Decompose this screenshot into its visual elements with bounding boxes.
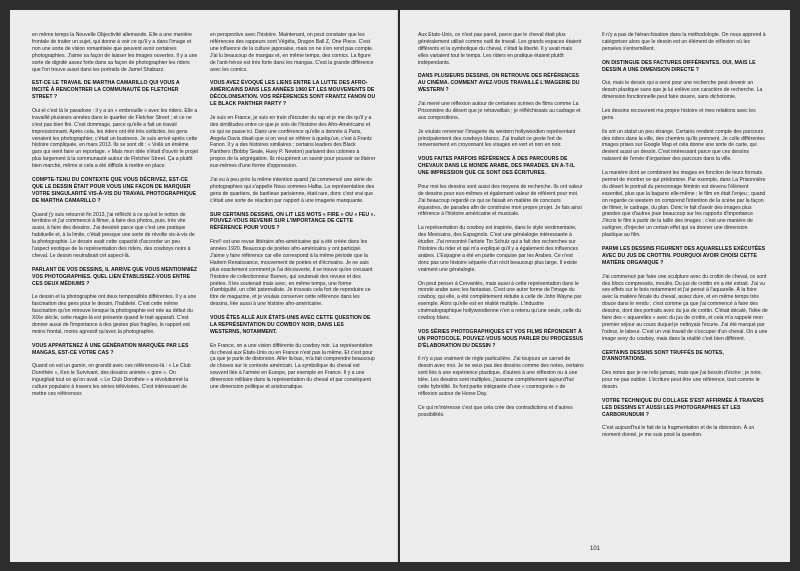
question-heading: VOS SÉRIES PHOTOGRAPHIQUES ET VOS FILMS RÉPONDENT À UN PROTOCOLE. POUVEZ-VOUS NOUS PARLER DU PROCESSUS D'ÉLABORATION DU DESSIN ? <box>418 328 584 349</box>
text-column-2 <box>210 32 376 552</box>
text-column-3 <box>418 32 584 552</box>
body-paragraph: Aux États-Unis, ce n'est pas pareil, parce que le cheval était plus généralement utilisé comme outil de travail. Les grands espaces étaient différents et la symbolique du cheval, c'était la liberté. Il y avait mais elles variaient tout le temps. Les riders en pratique étaient plutôt indépendants. <box>418 32 582 66</box>
body-paragraph: J'ai eu à peu près la même intention quand j'ai commencé une série de photographies qui s'appelle Nous sommes Halba. La représentation des gens de quartiers, de banlieue parisienne, était rare, donc c'est vrai que c'était une sorte de réaction par rapport à une imagerie manquante. <box>210 176 375 204</box>
left-page <box>10 10 398 562</box>
question-heading: PARLANT DE VOS DESSINS, IL ARRIVE QUE VOUS MENTIONNIEZ VOS PHOTOGRAPHIES. QUEL LIEN ÉTABLISSEZ-VOUS ENTRE CES DEUX MÉDIUMS ? <box>32 266 198 287</box>
body-paragraph: Je suis en France, je suis en train d'écouter du rap et je me dis qu'il y a des similitudes entre ce que je vois de l'histoire des Afro-Américains et ce qui se passe ici. Dans une conférence qu'elle a donnée à Paris, Angela Davis disait que si on veut se référer à quelqu'un, c'est à Frantz Fanon. Il y a des histoires similaires ; certains leaders des Black Panthers (Bobby Seale, Huey P. Newton) parlaient des colonies à propos de la ségrégation. Ils récupèrent un savoir pour pouvoir se libérer eux-mêmes d'une forme d'oppression. <box>210 114 376 170</box>
body-paragraph: C'est aujourd'hui le fait de la fragmentation et de la distorsion. À un moment donné, je me suis posé la question. <box>602 425 755 439</box>
body-paragraph: Quand on est un gamin, on grandit avec ces références-là : « Le Club Dorothée », Ken le Survivant, des dessins animés « gore ». On ingurgitait tout ce qu'on avait. « Le Club Dorothée » a révolutionné la culture populaire à travers les séries télévisées. C'est intéressant de mettre ces références <box>32 363 191 397</box>
question-heading: PARMI LES DESSINS FIGURENT DES AQUARELLES EXÉCUTÉES AVEC DU JUS DE CROTTIN. POURQUOI AVOIR CHOISI CETTE MATIÈRE ORGANIQUE ? <box>602 246 766 266</box>
body-paragraph: en même temps la Nouvelle Objectivité allemande. Elle a une manière frontale de traiter un sujet, qui donne à voir ce qu'il y a dans l'image et non une sorte de vision romantisée que peuvent avoir certaines photographies. J'aime sa façon de laisser les images ouvertes. Il y a une sorte de dignité assez forte dans sa façon de photographier les riders que l'on trouve aussi dans les portraits de Jamel Shabazz. <box>32 32 198 73</box>
body-paragraph: La représentation du cowboy est inspirée, dans le style vestimentaire, des Mexicains, des Espagnols. C'est une généalogie intéressante à étudier. J'ai rencontré l'artiste Tio Schulz qui a fait des recherches sur l'histoire du rider et qui m'a expliqué qu'il y a également des influences arabes. L'Espagne a été en partie conquise par les Arabes. Ce n'est donc pas une histoire séparée d'un récit beaucoup plus large. Il existe vraiment une généalogie. <box>418 225 579 273</box>
question-heading: VOTRE TECHNIQUE DU COLLAGE S'EST AFFIRMÉE À TRAVERS LES DESSINS ET AUSSI LES PHOTOGRAPHIES ET LES CARBORUNDUM ? <box>602 397 764 418</box>
text-column-4 <box>602 32 768 552</box>
body-paragraph: Ils ont un statut un peu étrange. Certains rendent compte des parcours des riders dans la ville, des chemins qu'ils prennent. Je colle différentes images prises sur Google Map et cela donne une sorte de carte, qui devient aussi un dessin. C'est intéressant parce que ces dessins naissent de l'envie d'organiser des parcours dans la ville. <box>602 128 765 163</box>
body-paragraph: La manière dont se combinent les images en fonction de leurs formats permet de montrer ce qui prédomine. Par exemple, dans La Prisonnière du désert le portrait du personnage féminin est devenu l'élément essentiel, plus que la bagarre elle-même ; le film en était l'enjeu ; quand on regarde ce western on comprend l'intention de la scène par la façon de filmer, le cadrage, du plan. Donc le fait d'avoir des images plus grandes que d'autres joue beaucoup sur les rapports d'importance. J'écris le film à partir de la taille des images ; c'est une manière de surligner, d'injecter un certain effet qui va donner une dimension plastique au film. <box>602 170 766 239</box>
question-heading: COMPTE-TENU DU CONTEXTE QUE VOUS DÉCRIVEZ, EST-CE QUE LE DESSIN ÉTAIT POUR VOUS UNE FAÇON DE MARQUER VOTRE SINGULARITÉ VIS-À-VIS DU TRAVAIL PHOTOGRAPHIQUE DE MARTHA CAMARILLO ? <box>32 176 197 204</box>
body-paragraph: Je voulais renverser l'imagerie du western hollywoodien représentant principalement des cowboys blancs. J'ai traduit ce geste fort de renversement en croyonnant les visages en vert et non en noir. <box>418 128 576 149</box>
question-heading: VOUS APPARTENEZ À UNE GÉNÉRATION MARQUÉE PAR LES MANGAS, EST-CE VOTRE CAS ? <box>32 342 189 356</box>
text-column-1 <box>32 32 198 552</box>
question-heading: CERTAINS DESSINS SONT TRUFFÉS DE NOTES, D'ANNOTATIONS. <box>602 349 724 363</box>
body-paragraph: Oui, mais le dessin qui a servi pour une recherche peut devenir un dessin plastique sans que je lui enlève son caractère de recherche. La dimension fonctionnelle peut faire œuvre, sans dichotomie. <box>602 80 763 101</box>
body-paragraph: Fire!! est une revue littéraire afro-américaine qui a été créée dans les années 1920. Beaucoup de poètes afro-américains y ont participé. J'aime y faire référence car elle correspond à la même période que la Harlem Renaissance, mouvement de poètes et d'écrivains. Je ne sais plus exactement comment je l'ai découverte, il se trouve qu'en creusant l'histoire de collectionneur Barnes, qui soutenait des revues et des poètes. Il les soutenait mais avec, en même temps, une forme d'ambiguïté, un côté paternaliste. Je trouvais cela fort de reproduire ce titre de magazine, et je voulais conserver cette référence dans les dessins, liée aussi à une histoire afro-américaine. <box>210 239 373 308</box>
body-paragraph: Ce qui m'intéresse c'est que cela crée des contradictions et d'autres possibilités. <box>418 404 573 418</box>
right-page <box>400 10 790 562</box>
body-paragraph: Oui et c'est là le paradoxe : il y a un « embrouille » avec les riders. Elle a travaillé plusieurs années dans le quartier de Fletcher Street ; et ce ne s'est pas bien fini. C'est dommage, parce qu'elle a fait un travail impressionnant. Après cela, les riders ont été très sollicités, les gens venaient les photographier, c'était un business. Je suis arrivé après cette histoire compliquée, en mars 2013. Ils se sont dit : « Voilà un énième gars qui vient faire un reportage. » Mais mon idée n'était d'ouvrir le projet plus largement à la communauté autour de Fletcher Street. Ça a plutôt bien marché, même si cela a été difficile à mettre en place. <box>32 107 198 170</box>
body-paragraph: J'ai mené une réflexion autour de certaines scènes de films comme La Prisonnière du désert que je retravaillais ; je réfléchissais au cadrage et aux compositions. <box>418 101 581 121</box>
body-paragraph: Il n'y a pas de hiérarchisation dans la méthodologie. On nous apprend à catégoriser alors que le dessin est un élément de réflexion où les pensées s'entremêlent. <box>602 32 766 52</box>
body-paragraph: En France, on a une vision différente du cowboy noir. La représentation du cheval aux États-Unis ou en France n'est pas la même. Et c'est pour ça que je parle de distorsion. Aller là-bas, m'a fait comprendre beaucoup de choses sur le contexte américain. La symbolique du cheval est souvent liée à l'armée en Europe, par exemple en France. Il y a une dimension militaire dans la représentation du cheval et par conséquent une dimension politique et aristocratique. <box>210 342 375 391</box>
body-paragraph: Il n'y a pas vraiment de règle particulière. J'ai toujours un carnet de dessin avec moi. Je ne veux pas des dessins comme des notes, certains sont liés à une expérience plastique, d'autres à une réflexion ou à une idée. Les dessins sont multiples, j'assume complètement aujourd'hui cette hybridité. Ils font partie intégrante d'une « cosmogonie » de réflexion autour de Horse Day. <box>418 356 584 397</box>
body-paragraph: Des notes que je ne relis jamais, mais que j'ai besoin d'écrire ; je note, pour ne pas oublier. L'écriture peut être une référence, tout comme le dessin. <box>602 370 762 391</box>
body-paragraph: en perspective avec l'histoire. Maintenant, on peut constater que les références des rappeurs sont Végéta, Dragon Ball Z, One Piece. C'est une influence de la culture japonaise, mais on ne s'en rend pas compte. J'ai lu beaucoup de mangas et, en même temps, des comics. La figure de l'anti-héros est très forte dans les mangas. C'est la grande différence avec les comics. <box>210 32 374 73</box>
question-heading: EST-CE LE TRAVAIL DE MARTHA CAMARILLO QUI VOUS A INCITÉ À RENCONTRER LA COMMUNAUTÉ DE FLETCHER STREET ? <box>32 80 180 101</box>
body-paragraph: On peut penser à Cervantès, mais aussi à cette représentation dans le monde arabe avec les fantasias. C'est une autre forme de l'image du cowboy, qui elle, a été complètement réduite à celle de John Wayne par exemple. Alors qu'elle est en réalité multiple. L'industrie cinématographique hollywoodienne n'en a retenu qu'une seule, celle du cowboy blanc. <box>418 280 582 322</box>
question-heading: VOUS FAITES PARFOIS RÉFÉRENCE À DES PARCOURS DE CHEVAUX DANS LE MONDE ARABE, DES PARADES. EN A-T-IL UNE IMPRESSION QUE CE SONT DES ÉCRITURES. <box>418 156 575 177</box>
question-heading: ON DISTINGUE DES FACTURES DIFFÉRENTES. OUI, MAIS LE DESSIN A UNE DIMENSION DIRECTE ? <box>602 59 756 73</box>
body-paragraph: Quand j'y suis retourné fin 2013, j'ai réfléchi à ce qu'est le notion de territoire et j'ai commencé à filmer, à faire des photos, puis, très vite aussi, à faire des dessins. J'ai dessiné parce que c'est une pratique habituelle et, à la limite, c'était presque une sorte de révolte vis-à-vis de la photographie. Le dessin avait cette capacité d'accorder un peu l'aspect exotique de la représentation des riders, des cowboys noirs à cheval. Le dessin neutralisait cet aspect-là. <box>32 211 195 259</box>
body-paragraph: J'ai commencé par faire une sculpture avec du crottin de cheval, ce sont des blocs compressés, moulés. Du jus de crottin en a été extrait. J'ai vu ses effets sur le bois notamment et j'ai pensé à l'aquarelle. À la foire avec la matière fécale du cheval, assez dure, et en même temps très douce dans le rendu ; c'est comme ça que j'ai commencé à faire des dessins, dont des portraits avec du jus de crottin. C'était décalé, l'idée de faire des « aquarelles » avec du jus de crottin, et cela m'a rappelé mon premier séjour au cours duquel je nettoyais l'écurie. J'ai été marqué par l'odeur, le labeur. C'est un vrai travail de s'occuper d'un cheval. On a une image sexy du cowboy, mais dans la réalité c'est bien différent. <box>602 273 768 342</box>
body-paragraph: Les dessins recouvrent ma propre histoire et mes relations avec les gens. <box>602 107 756 121</box>
body-paragraph: Pour moi les dessins sont aussi des moyens de recherche. Ils ont valeur de dessins pour eux-mêmes et également valeur de référent pour moi. J'ai beaucoup regardé ce qui se faisait en matière de concours équestres, de parades afin de construire mon propre projet. Je fais ainsi référence à l'histoire américaine et musicale. <box>418 183 583 218</box>
question-heading: SUR CERTAINS DESSINS, ON LIT LES MOTS « FIRE » OU « FEU ». POUVEZ-VOUS REVENIR SUR L'IMPORTANCE DE CETTE RÉFÉRENCE POUR VOUS ? <box>210 211 376 232</box>
page-number: 101 <box>589 546 600 552</box>
body-paragraph: Le dessin et la photographie ont deux temporalités différentes. Il y a une fascination des gens pour le dessin, l'habileté. C'est cette même fascination qu'on retrouve lorsque la photographie est née au début du XIXe siècle, cette magie-là est présente quand le trait apparaît. C'est donner aussi de l'importance à des gestes plus fragiles, le rapport est moins frontal, moins agressif qu'avec la photographie. <box>32 294 197 335</box>
question-heading: VOUS AVEZ ÉVOQUÉ LES LIENS ENTRE LA LUTTE DES AFRO-AMÉRICAINS DANS LES ANNÉES 1960 ET LES MOUVEMENTS DE DÉCOLONISATION. VOS RÉFÉRENCES SONT FRANTZ FANON OU LE BLACK PANTHER PARTY ? <box>210 80 376 108</box>
question-heading: DANS PLUSIEURS DESSINS, ON RETROUVE DES RÉFÉRENCES AU CINÉMA. COMMENT AVEZ-VOUS TRAVAILLÉ L'IMAGERIE DU WESTERN ? <box>418 73 580 94</box>
question-heading: VOUS ÊTES ALLÉ AUX ÉTATS-UNIS AVEC CETTE QUESTION DE LA REPRÉSENTATION DU COWBOY NOIR, DANS LES WESTERNS, NOTAMMENT. <box>210 315 371 335</box>
